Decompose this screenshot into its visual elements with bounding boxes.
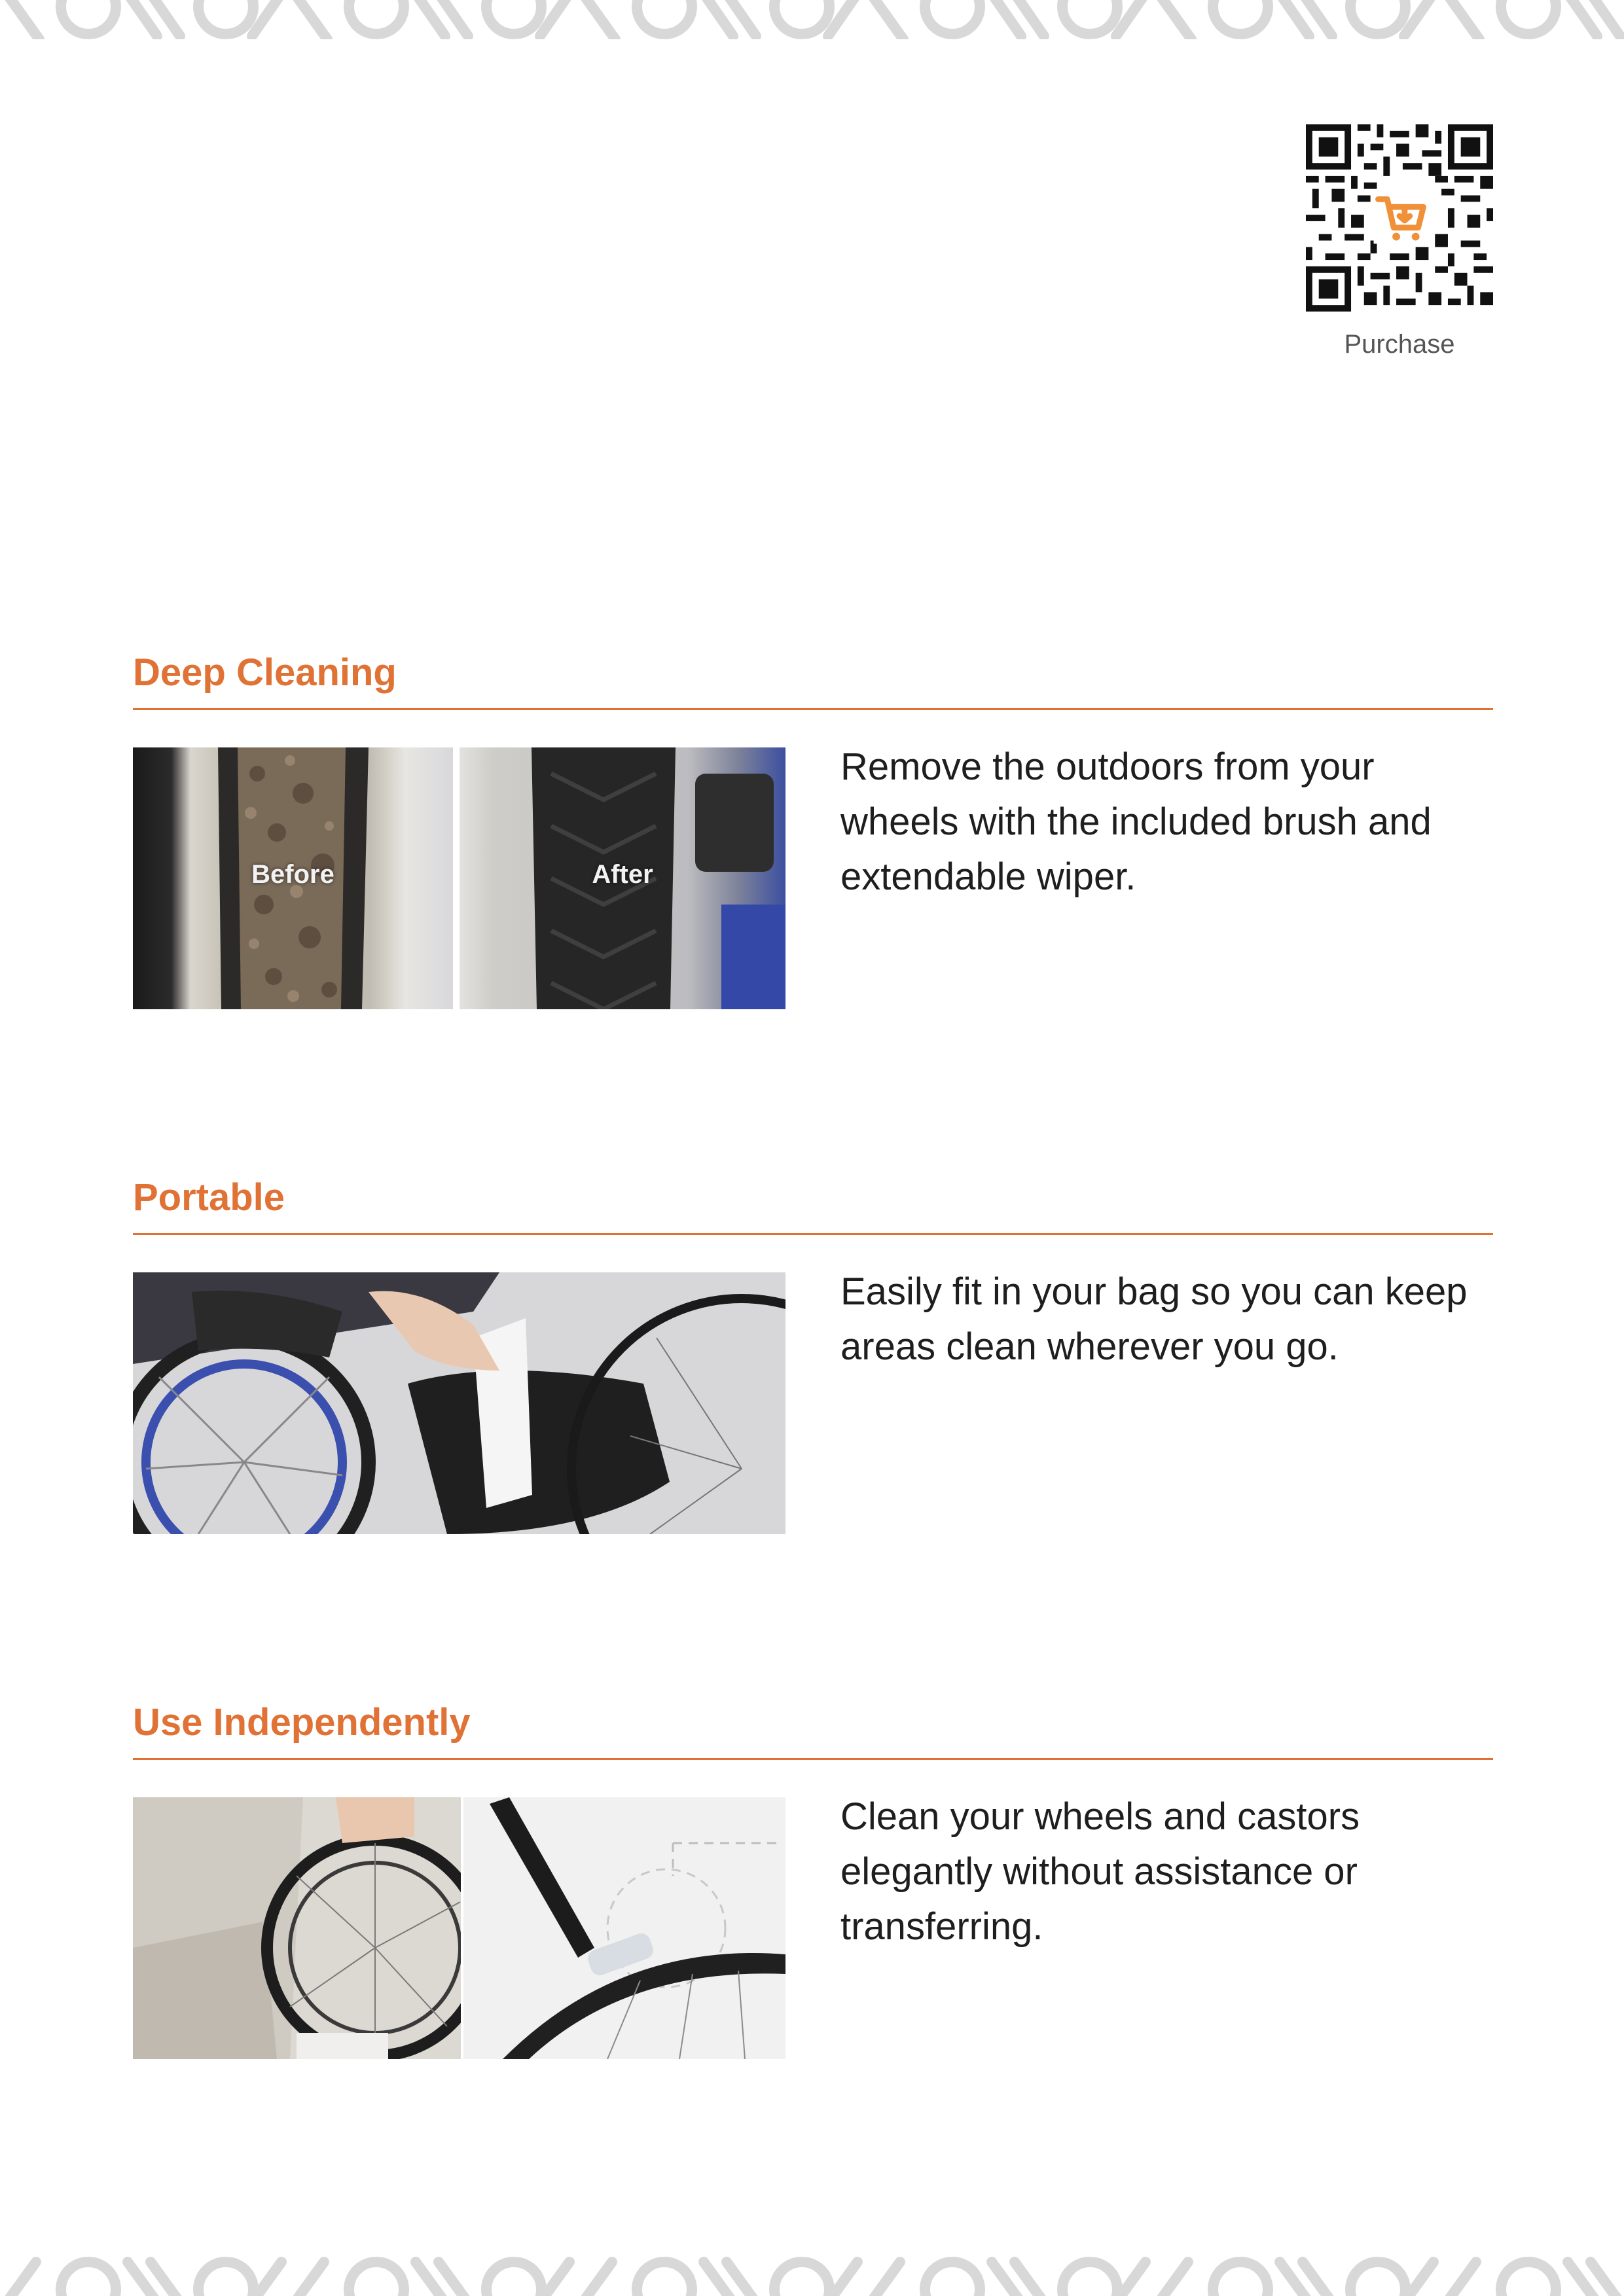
wheelchair-user-photo [133, 1797, 461, 2059]
section-heading: Use Independently [133, 1701, 471, 1744]
section-divider [133, 708, 1493, 710]
section-heading: Deep Cleaning [133, 651, 397, 694]
section-divider [133, 1758, 1493, 1760]
section-description: Clean your wheels and castors elegantly without assistance or transferring. [840, 1795, 1360, 1948]
wiper-tool-photo [463, 1797, 785, 2059]
section-portable [133, 1176, 1493, 1534]
section-description: Remove the outdoors from your wheels with the included brush and extendable wiper. [840, 745, 1432, 898]
section-heading: Portable [133, 1176, 285, 1219]
purchase-qr-block[interactable] [1306, 124, 1493, 359]
decorative-pattern-top [0, 0, 1624, 39]
purchase-caption: Purchase [1344, 330, 1455, 359]
qr-code-icon[interactable] [1306, 124, 1493, 312]
use-independently-images [133, 1797, 785, 2059]
section-divider [133, 1233, 1493, 1235]
section-use-independently [133, 1701, 1493, 2059]
section-description: Easily fit in your bag so you can keep areas clean wherever you go. [840, 1270, 1468, 1368]
before-after-images [133, 747, 785, 1009]
decorative-pattern-bottom [0, 2257, 1624, 2296]
portable-photo [133, 1272, 785, 1534]
after-tire-photo [460, 747, 785, 1009]
after-label: After [592, 859, 653, 889]
before-tire-photo [133, 747, 453, 1009]
section-deep-cleaning [133, 651, 1493, 1009]
before-label: Before [251, 859, 334, 889]
